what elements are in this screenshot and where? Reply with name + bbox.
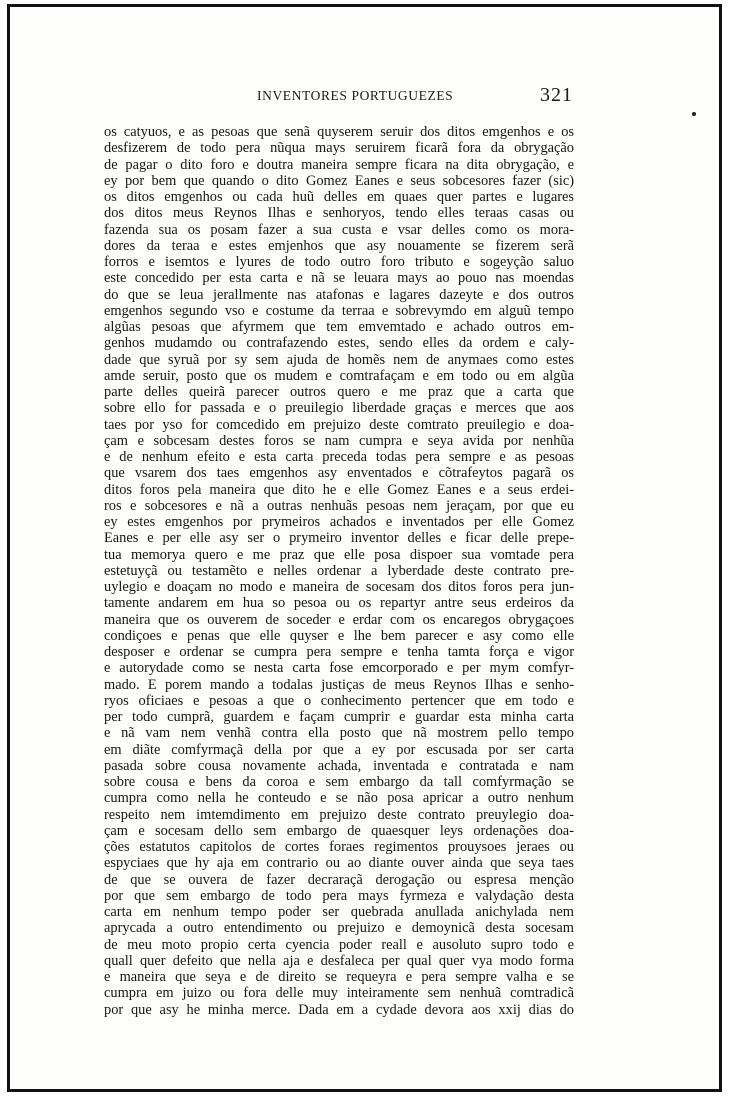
text-line: algũas pesoas que afyrmem que tem emvemtado e achado outros em- (104, 319, 574, 335)
text-line: cumpra em juizo ou fora delle muy inteiramente sem nenhuã comtradicã (104, 985, 574, 1002)
running-title: INVENTORES PORTUGUEZES (257, 88, 454, 103)
text-line: que vsarem dos taes emgenhos asy enventados e cõtrafeytos pagarã os (104, 465, 574, 482)
text-line: ditos foros pela maneira que dito he e elle Gomez Eanes e a seus erdei- (104, 481, 574, 498)
text-line: uylegio e doaçam no modo e maneira de socesam dos ditos foros pera jun- (104, 579, 574, 595)
text-line: aprycada a outro entendimento ou prejuizo e demoynicã desta socesam (104, 920, 574, 937)
text-line: emgenhos segundo vso e costume da terraa e sobrevymdo em alguũ tempo (104, 302, 574, 319)
text-line: amde seruir, posto que os mudem e comtrafaçam e em todo ou em algũa (104, 367, 574, 384)
text-line: genhos mudamdo ou contrafazendo estes, sendo elles da ordem e caly- (104, 335, 574, 352)
text-line: de que se ouvera de fazer decraraçã derogação ou espresa menção (104, 871, 574, 888)
text-line: espyciaes que hy aja em contrario ou ao diante ouver ainda que seya taes (104, 855, 574, 872)
text-line: ryos oficiaes e pesoas a que o conhecimento pertencer que em todo e (104, 692, 574, 709)
text-line: dos ditos meus Reynos Ilhas e senhoryos, tendo elles teraas casas ou (104, 205, 574, 222)
text-line: per todo cumprã, guardem e façam cumprir e guardar esta minha carta (104, 709, 574, 725)
text-line: parte delles queirã parecer outros quero e me praz que a carta que (104, 384, 574, 400)
page-number: 321 (540, 84, 573, 106)
text-line: çam e sobcesam destes foros se nam cumpra e seya avida por nenhũa (104, 432, 574, 449)
text-line: condiçoes e penas que elle quyser e lhe bem parecer e asy como elle (104, 627, 574, 644)
text-line: fazenda sua os posam fazer a sua custa e vsar delles como os mora- (104, 221, 574, 238)
text-line: maneira que os ouverem de soceder e erdar com os encaregos obrygaçoes (104, 611, 574, 628)
text-line: por que asy he minha merce. Dada em a cydade devora aos xxij dias do (104, 1001, 574, 1018)
text-line: tua memorya quero e me praz que elle posa dispoer sua vomtade pera (104, 546, 574, 563)
text-line: ções estatutos capitolos de cortes foraes regimentos prouysoes jeraes ou (104, 839, 574, 855)
margin-speck (692, 112, 696, 116)
running-header (105, 84, 573, 110)
text-line: e autorydade como se nesta carta fose emcorporado e per mym comfyr- (104, 660, 574, 677)
text-line: desfizerem de todo pera nũqua mays seruirem ficarã fora da obrygação (104, 140, 574, 157)
text-line: çam e socesam dello sem embargo de quaesquer leys ordenações doa- (104, 822, 574, 839)
text-line: este concedido per esta carta e nã se leuara mays ao pouo nas moendas (104, 270, 574, 287)
text-line: quall quer defeito que nella aja e desfaleca per qual quer vya modo forma (104, 952, 574, 969)
text-line: sobre cousa e bens da coroa e sem embargo da tall comfyrmação se (104, 774, 574, 790)
text-line: do que se leua jerallmente nas atafonas e lagares dazeyte e dos outros (104, 286, 574, 303)
text-line: ey estes emgenhos por prymeiros achados e inventados per elle Gomez (104, 514, 574, 530)
text-line: e maneira que seya e de direito se requeyra e pera sempre valha e se (104, 969, 574, 985)
text-line: e de nenhum efeito e esta carta preceda todas pera sempre e as pesoas (104, 449, 574, 465)
text-line: em diãte comfyrmaçã della por que a ey por escusada por ser carta (104, 741, 574, 758)
text-line: e nã vam nem venhã contra ella posto que nã mostrem pello tempo (104, 725, 574, 742)
body-text (104, 124, 574, 1018)
text-line: taes por yso for comcedido em prejuizo deste comtrato preuilegio e doa- (104, 416, 574, 433)
text-line: mado. E porem mando a todalas justiças de meus Reynos Ilhas e senho- (104, 676, 574, 693)
text-line: dade que syruã por sy sem ajuda de homẽs nem de anymaes como estes (104, 351, 574, 368)
text-line: desposer e ordenar se cumpra pera sempre e tenha tamta força e vigor (104, 644, 574, 660)
text-line: carta em nenhum tempo poder ser quebrada anullada anichylada nem (104, 904, 574, 920)
text-line: de pagar o dito foro e doutra maneira sempre ficara na dita obrygação, e (104, 156, 574, 173)
text-line: de meu moto propio certa cyencia poder reall e ausoluto supro todo e (104, 936, 574, 953)
text-line: os ditos emgenhos ou cada huũ delles em quaes quer partes e lugares (104, 189, 574, 205)
text-line: tamente andarem em hua so pesoa ou os repartyr antre seus erdeiros da (104, 595, 574, 612)
text-line: respeito nem imtemdimento em prejuizo deste contrato preuylegio doa- (104, 806, 574, 823)
text-line: sobre ello for passada e o preuilegio liberdade graças e merces que aos (104, 400, 574, 417)
text-line: ey por bem que quando o dito Gomez Eanes e seus sobcesores fazer (sic) (104, 172, 574, 189)
text-line: forros e isemtos e lyures de todo outro foro tributo e sogeyção saluo (104, 254, 574, 270)
text-line: ros e sobcesores e nã a outras nenhuãs pesoas nem jeraçam, por que eu (104, 497, 574, 514)
text-line: dores da teraa e estes emjenhos que asy nouamente se fizerem serã (104, 237, 574, 254)
text-line: por que sem embargo de todo pera mays fyrmeza e valydação desta (104, 887, 574, 904)
text-line: estetuyçã ou testamẽto e nelles ordenar a lyberdade deste contrato pre- (104, 562, 574, 579)
text-line: cumpra como nella he conteudo e se não posa apricar a outro nenhum (104, 790, 574, 807)
text-line: Eanes e per elle asy ser o prymeiro inventor delles e ficar delle prepe- (104, 530, 574, 547)
text-line: os catyuos, e as pesoas que senã quyserem seruir dos ditos emgenhos e os (104, 124, 574, 140)
text-line: pasada sobre cousa novamente achada, inventada e contratada e nam (104, 757, 574, 774)
